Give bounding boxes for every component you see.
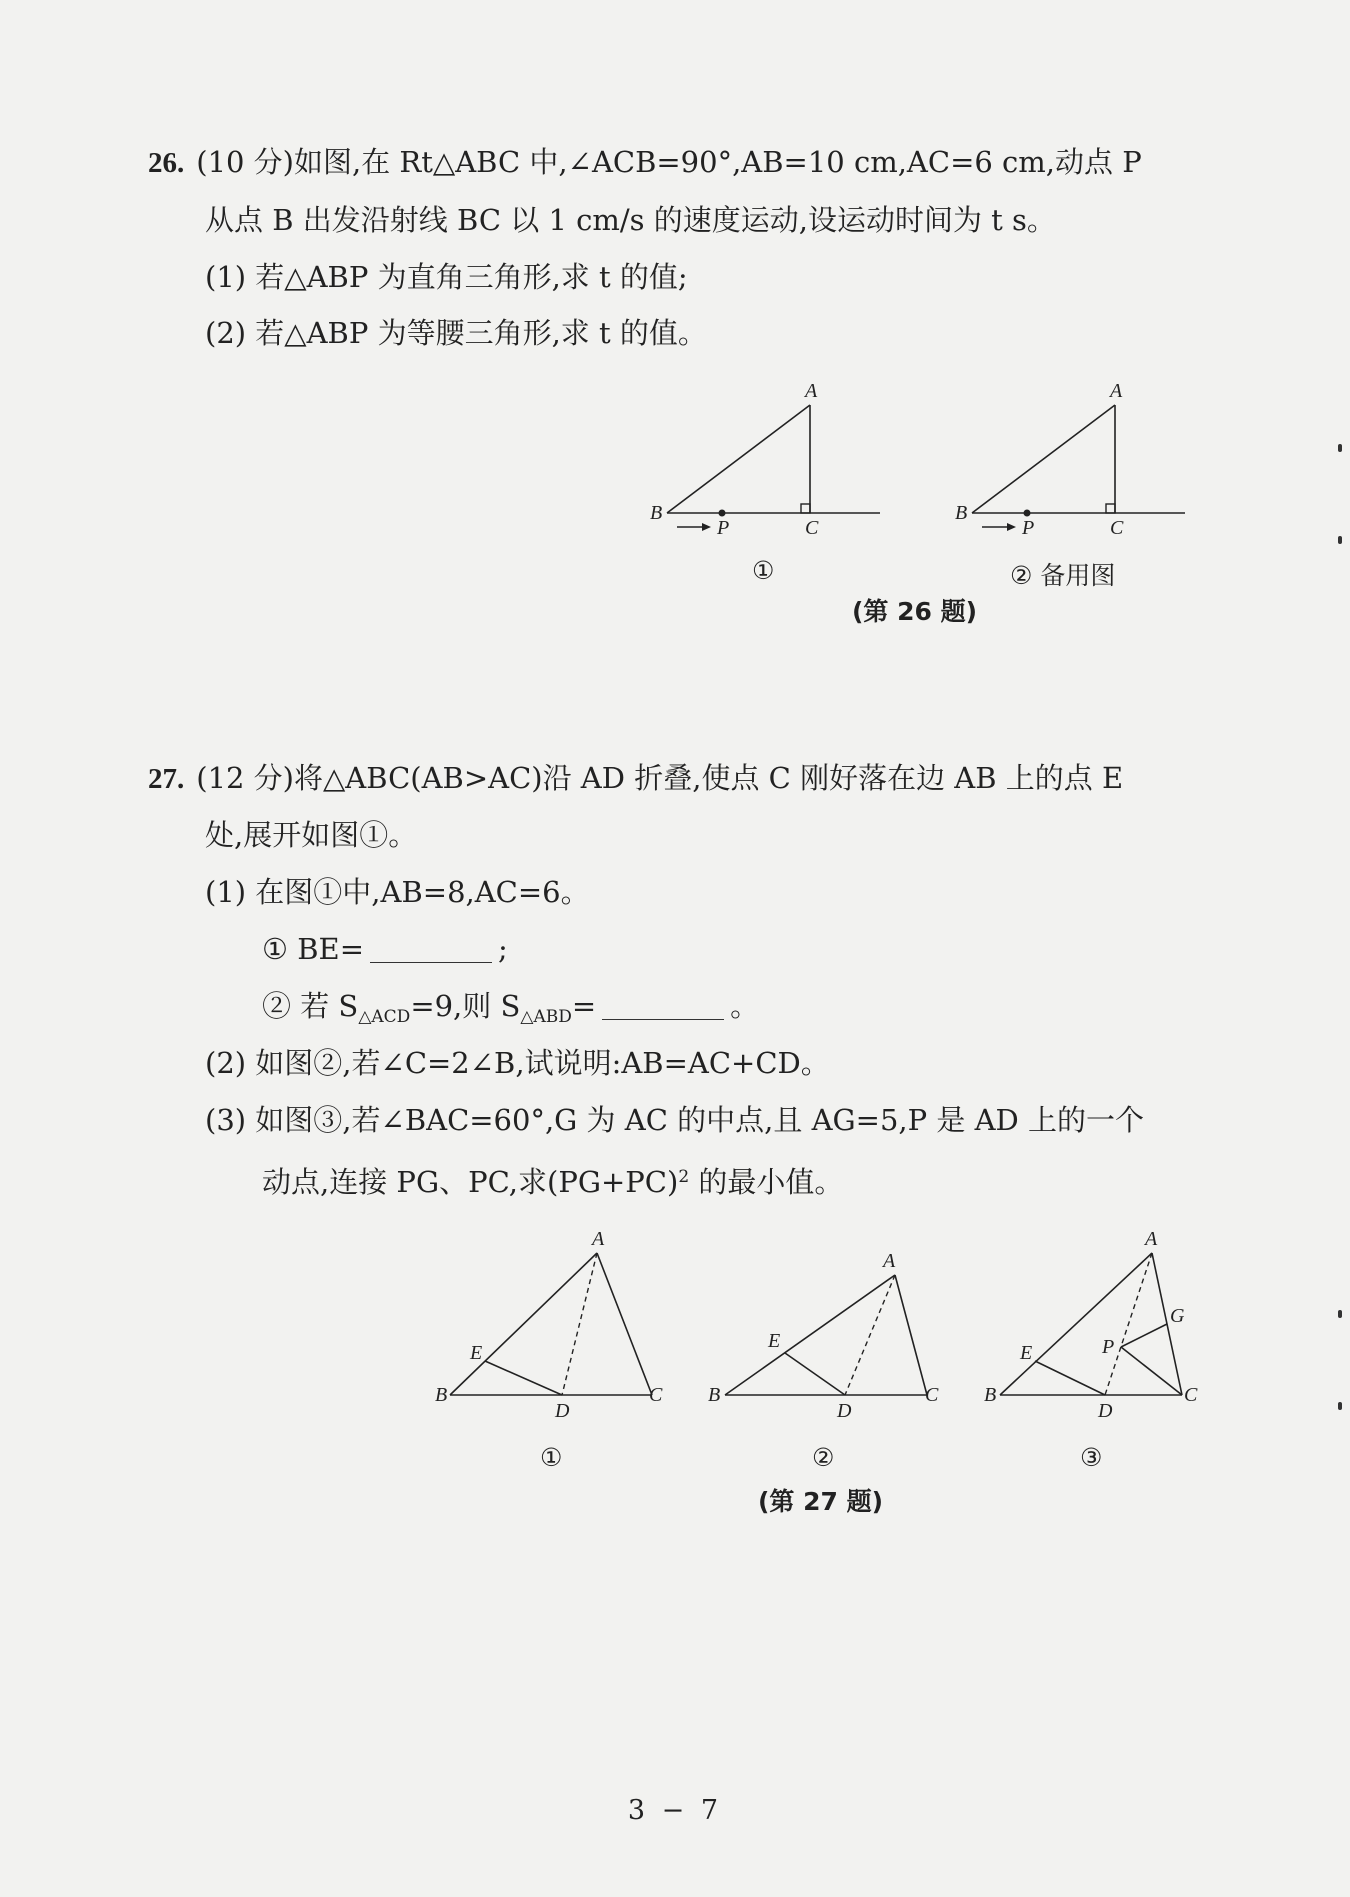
q27-part3-exponent: 2 <box>678 1167 690 1187</box>
fig26-2-label-C: C <box>1110 517 1124 539</box>
fig26-2-label-A: A <box>1110 380 1123 402</box>
scan-mark <box>1338 1402 1342 1410</box>
answer-blank-2[interactable] <box>602 995 724 1020</box>
fig27-1-label-D: D <box>555 1400 570 1422</box>
fig27-2-label-C: C <box>925 1384 939 1406</box>
q27-sub1-text: ① BE= <box>262 932 364 966</box>
fig27-3-label-C: C <box>1184 1384 1198 1406</box>
q26-figure-2 <box>950 375 1190 540</box>
scan-mark <box>1338 1310 1342 1318</box>
q27-fig2-caption: ② <box>812 1443 835 1472</box>
q26-part2: (2) 若△ABP 为等腰三角形,求 t 的值。 <box>205 316 707 350</box>
q26-line2: 从点 B 出发沿射线 BC 以 1 cm/s 的速度运动,设运动时间为 t s。 <box>205 203 1056 237</box>
q27-part3-line2 <box>262 1157 843 1202</box>
q26-part1: (1) 若△ABP 为直角三角形,求 t 的值; <box>205 260 688 294</box>
answer-blank-1[interactable] <box>370 938 492 963</box>
fig26-1-label-B: B <box>650 502 663 524</box>
fig27-3-label-P: P <box>1102 1336 1115 1358</box>
q27-sub2-prefix: ② 若 S <box>262 989 359 1023</box>
scan-mark <box>1338 536 1342 544</box>
fig27-3-label-D: D <box>1098 1400 1113 1422</box>
q27-sub2-eq: = <box>571 989 597 1023</box>
fig27-1-label-B: B <box>435 1384 448 1406</box>
q27-fig1-caption: ① <box>540 1443 563 1472</box>
q27-fig3-caption: ③ <box>1080 1443 1103 1472</box>
fig27-3-label-E: E <box>1020 1342 1033 1364</box>
q27-figure-2 <box>705 1225 950 1425</box>
fig26-1-label-C: C <box>805 517 819 539</box>
q26-fig2-caption: ② 备用图 <box>1010 561 1116 590</box>
q27-sub1 <box>262 929 508 969</box>
q27-line1 <box>148 758 1123 799</box>
fig27-3-label-A: A <box>1145 1228 1158 1250</box>
q27-number: 27. <box>148 763 185 795</box>
q26-number: 26. <box>148 147 185 179</box>
fig27-1-label-A: A <box>592 1228 605 1250</box>
fig26-2-label-P: P <box>1022 517 1035 539</box>
q27-part3-line1: (3) 如图③,若∠BAC=60°,G 为 AC 的中点,且 AG=5,P 是 AD 上的一个 <box>205 1103 1145 1137</box>
fig27-2-label-D: D <box>837 1400 852 1422</box>
q27-sub2-mid: =9,则 S <box>410 989 521 1023</box>
q27-sub2-sub1: △ACD <box>358 1007 411 1027</box>
fig26-1-label-P: P <box>717 517 730 539</box>
q27-stem-1: (12 分)将△ABC(AB>AC)沿 AD 折叠,使点 C 刚好落在边 AB 上的点 E <box>196 761 1124 795</box>
scan-mark <box>1338 444 1342 452</box>
fig26-2-label-B: B <box>955 502 968 524</box>
q27-part2: (2) 如图②,若∠C=2∠B,试说明:AB=AC+CD。 <box>205 1046 830 1080</box>
q27-sub2 <box>262 986 759 1037</box>
q26-figure-1 <box>645 375 885 540</box>
q26-stem-1: (10 分)如图,在 Rt△ABC 中,∠ACB=90°,AB=10 cm,AC=6 cm,动点 P <box>196 145 1142 179</box>
q27-part3-line2-a: 动点,连接 PG、PC,求(PG+PC) <box>262 1165 679 1199</box>
fig27-3-label-B: B <box>984 1384 997 1406</box>
q26-line1 <box>148 142 1142 183</box>
fig27-2-label-E: E <box>768 1330 781 1352</box>
fig27-1-label-E: E <box>470 1342 483 1364</box>
q26-fig1-caption: ① <box>752 556 775 585</box>
q27-part3-line2-b: 的最小值。 <box>689 1165 844 1199</box>
q27-sub2-end: 。 <box>730 989 760 1023</box>
q27-sub2-sub2: △ABD <box>520 1007 572 1027</box>
q27-part1: (1) 在图①中,AB=8,AC=6。 <box>205 875 590 909</box>
q26-figure-title: (第 26 题) <box>852 597 978 626</box>
q27-figure-1 <box>430 1225 675 1425</box>
q27-figure-3 <box>980 1225 1210 1425</box>
fig27-2-label-B: B <box>708 1384 721 1406</box>
q27-figure-title: (第 27 题) <box>758 1487 884 1516</box>
fig26-1-label-A: A <box>805 380 818 402</box>
q27-line2: 处,展开如图①。 <box>205 818 418 852</box>
fig27-2-label-A: A <box>883 1250 896 1272</box>
fig27-3-label-G: G <box>1170 1305 1185 1327</box>
page-number: 3 − 7 <box>627 1795 723 1826</box>
fig27-1-label-C: C <box>649 1384 663 1406</box>
q27-sub1-end: ; <box>498 932 508 966</box>
